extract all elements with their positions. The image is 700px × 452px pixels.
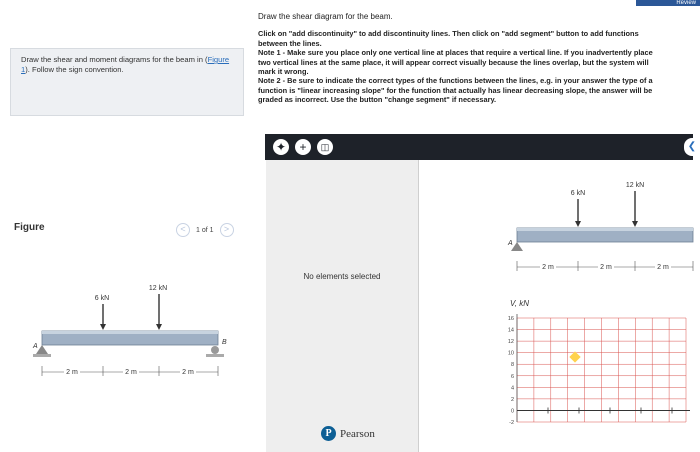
next-figure-button[interactable]: > — [220, 223, 234, 237]
span-label-2: 2 m — [125, 369, 137, 376]
review-tab[interactable]: Review — [636, 0, 700, 6]
pearson-mark: P — [321, 426, 336, 441]
y-tick-label: 0 — [510, 408, 514, 415]
support-a-base — [33, 354, 51, 357]
properties-panel — [266, 160, 419, 452]
instructions-title: Draw the shear diagram for the beam. — [258, 12, 393, 21]
trash-icon[interactable]: ◫ — [317, 139, 333, 155]
answer-span-label-1: 2 m — [542, 264, 554, 271]
span-label-3: 2 m — [182, 369, 194, 376]
instructions — [258, 12, 658, 105]
pin-support-a — [36, 345, 48, 354]
empty-selection-message: No elements selected — [303, 272, 381, 281]
y-tick-label: 6 — [510, 373, 514, 380]
instructions-line1: Click on "add discontinuity" to add discontinuity lines. Then click on "add segment" button to add functions between the lines. — [258, 29, 639, 48]
shear-axis-label: V, kN — [510, 299, 529, 308]
problem-text-end: ). Follow the sign convention. — [25, 65, 124, 74]
figure-heading: Figure — [14, 222, 45, 233]
previous-figure-button[interactable]: < — [176, 223, 190, 237]
pager-count: 1 of 1 — [196, 226, 214, 234]
graph-toolbar — [265, 134, 693, 160]
answer-support-a-label: A — [508, 240, 513, 247]
load-arrowhead-6kn — [100, 324, 106, 330]
answer-load-label-6kn: 6 kN — [570, 190, 586, 197]
y-tick-label: 4 — [510, 385, 514, 392]
y-tick-label: 16 — [507, 316, 514, 322]
shear-y-ticks — [508, 316, 514, 426]
load-label-6kn: 6 kN — [94, 295, 110, 302]
figure-link[interactable]: Figure 1 — [21, 55, 230, 74]
y-tick-label: 14 — [507, 327, 514, 334]
y-tick-label: 10 — [507, 350, 514, 357]
problem-text-start: Draw the shear and moment diagrams for the beam in ( — [21, 55, 208, 64]
beam-highlight — [42, 331, 218, 334]
support-a-label: A — [33, 343, 38, 350]
cursor-marker[interactable] — [569, 351, 580, 362]
instructions-note2: Note 2 - Be sure to indicate the correct types of the functions between the lines, e.g. in your answer the type of a function is "linear increasing slope" for the function that actually has linear decreasing slope, the answer will be graded as incorrect. Use the button "change segment" if necessary. — [258, 76, 653, 105]
answer-load-label-12kn: 12 kN — [625, 182, 645, 189]
answer-span-label-3: 2 m — [657, 264, 669, 271]
roller-support-b — [211, 346, 219, 354]
expand-panel-button[interactable]: ❮ — [684, 138, 700, 156]
figure-pager — [176, 223, 234, 237]
problem-statement-box — [10, 48, 244, 116]
add-segment-button[interactable]: + — [295, 139, 311, 155]
pearson-logo — [321, 426, 375, 441]
problem-statement — [21, 55, 235, 75]
support-b-base — [206, 354, 224, 357]
answer-beam-figure — [505, 175, 700, 285]
pearson-wordmark: Pearson — [340, 427, 375, 440]
y-tick-label: 8 — [510, 362, 514, 369]
shear-diagram-plot[interactable] — [500, 292, 695, 432]
answer-span-label-2: 2 m — [600, 264, 612, 271]
instructions-note1: Note 1 - Make sure you place only one vertical line at places that require a vertical line. If you inadvertently place two vertical lines at the same place, it will appear correct visually because the lines overlap, but the system will mark it wrong. — [258, 48, 653, 77]
y-tick-label: -2 — [509, 420, 514, 426]
load-arrowhead-12kn — [156, 324, 162, 330]
span-label-1: 2 m — [66, 369, 78, 376]
y-tick-label: 12 — [507, 339, 514, 346]
shear-grid — [517, 314, 690, 422]
magic-wand-icon[interactable]: ✦ — [273, 139, 289, 155]
load-label-12kn: 12 kN — [148, 285, 168, 292]
beam-figure — [30, 278, 235, 378]
support-b-label: B — [222, 339, 227, 346]
y-tick-label: 2 — [510, 396, 514, 403]
